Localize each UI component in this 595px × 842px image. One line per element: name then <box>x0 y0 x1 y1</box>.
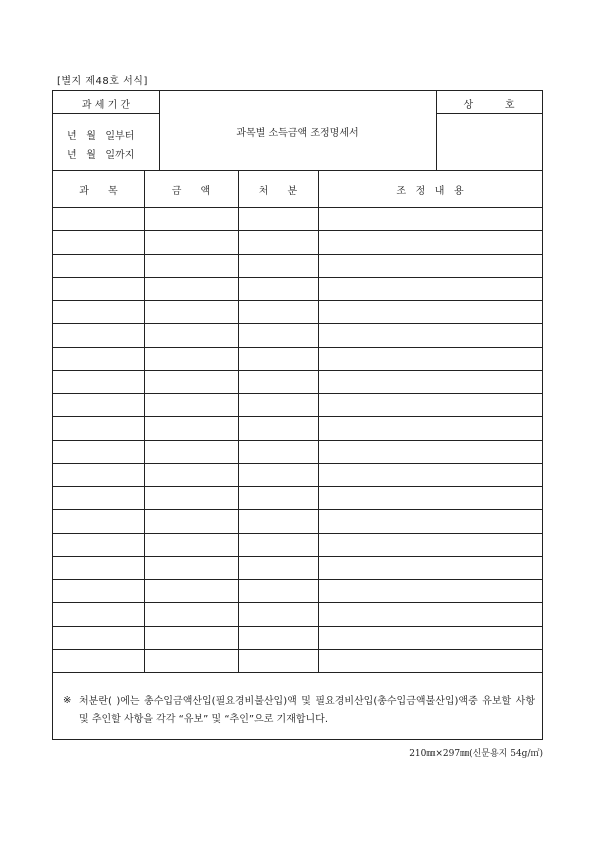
table-row <box>53 463 542 486</box>
subject-cell[interactable] <box>53 416 144 439</box>
table-row <box>53 347 542 370</box>
row-divider <box>53 463 542 464</box>
table-row <box>53 277 542 300</box>
row-divider <box>53 254 542 255</box>
amount-cell[interactable] <box>145 556 238 579</box>
amount-cell[interactable] <box>145 626 238 649</box>
adjustment-details-cell[interactable] <box>319 393 542 416</box>
adjustment-details-cell[interactable] <box>319 254 542 277</box>
amount-cell[interactable] <box>145 533 238 556</box>
subject-cell[interactable] <box>53 347 144 370</box>
amount-cell[interactable] <box>145 277 238 300</box>
amount-cell[interactable] <box>145 207 238 230</box>
disposition-cell[interactable] <box>239 486 318 509</box>
adjustment-details-cell[interactable] <box>319 416 542 439</box>
column-header-disposition: 처 분 <box>258 186 298 197</box>
table-row <box>53 579 542 602</box>
table-row <box>53 370 542 393</box>
subject-cell[interactable] <box>53 440 144 463</box>
adjustment-details-cell[interactable] <box>319 300 542 323</box>
disposition-cell[interactable] <box>239 207 318 230</box>
disposition-cell[interactable] <box>239 277 318 300</box>
row-divider <box>53 556 542 557</box>
subject-cell[interactable] <box>53 556 144 579</box>
disposition-cell[interactable] <box>239 533 318 556</box>
table-row <box>53 323 542 346</box>
form-number-label: [별지 제48호 서식] <box>57 76 148 87</box>
subject-cell[interactable] <box>53 626 144 649</box>
paper-spec-footer: 210㎜×297㎜(신문용지 54g/㎡) <box>409 749 543 759</box>
row-divider <box>53 277 542 278</box>
adjustment-details-cell[interactable] <box>319 207 542 230</box>
adjustment-details-cell[interactable] <box>319 579 542 602</box>
amount-cell[interactable] <box>145 463 238 486</box>
disposition-cell[interactable] <box>239 370 318 393</box>
table-row <box>53 300 542 323</box>
subject-cell[interactable] <box>53 533 144 556</box>
row-divider <box>53 509 542 510</box>
table-row <box>53 207 542 230</box>
adjustment-details-cell[interactable] <box>319 533 542 556</box>
row-divider <box>53 370 542 371</box>
adjustment-details-cell[interactable] <box>319 556 542 579</box>
table-row <box>53 533 542 556</box>
disposition-cell[interactable] <box>239 649 318 672</box>
adjustment-details-cell[interactable] <box>319 440 542 463</box>
row-divider <box>53 486 542 487</box>
disposition-cell[interactable] <box>239 602 318 625</box>
disposition-cell[interactable] <box>239 626 318 649</box>
disposition-cell[interactable] <box>239 347 318 370</box>
amount-cell[interactable] <box>145 602 238 625</box>
disposition-cell[interactable] <box>239 440 318 463</box>
disposition-cell[interactable] <box>239 509 318 532</box>
table-row <box>53 486 542 509</box>
tax-period-label-divider <box>53 113 159 114</box>
adjustment-details-cell[interactable] <box>319 509 542 532</box>
row-divider <box>53 649 542 650</box>
adjustment-details-cell[interactable] <box>319 277 542 300</box>
disposition-cell[interactable] <box>239 254 318 277</box>
row-divider <box>53 602 542 603</box>
document-title: 과목별 소득금액 조정명세서 <box>236 128 359 139</box>
row-divider <box>53 300 542 301</box>
row-divider <box>53 347 542 348</box>
amount-cell[interactable] <box>145 230 238 253</box>
table-row <box>53 649 542 672</box>
adjustment-details-cell[interactable] <box>319 649 542 672</box>
subject-cell[interactable] <box>53 230 144 253</box>
period-to-field[interactable]: 년 월 일까지 <box>67 150 135 161</box>
table-row <box>53 440 542 463</box>
form-frame <box>52 90 543 740</box>
adjustment-details-cell[interactable] <box>319 602 542 625</box>
tax-period-label: 과 세 기 간 <box>81 100 131 111</box>
amount-cell[interactable] <box>145 254 238 277</box>
note-mark: ※ <box>63 695 72 706</box>
subject-cell[interactable] <box>53 323 144 346</box>
period-from-field[interactable]: 년 월 일부터 <box>67 131 135 142</box>
trade-name-label: 상 호 <box>463 100 515 111</box>
amount-cell[interactable] <box>145 370 238 393</box>
adjustment-details-cell[interactable] <box>319 626 542 649</box>
row-divider <box>53 440 542 441</box>
column-header-subject: 과 목 <box>79 186 118 197</box>
table-row <box>53 556 542 579</box>
adjustment-details-cell[interactable] <box>319 463 542 486</box>
disposition-cell[interactable] <box>239 579 318 602</box>
amount-cell[interactable] <box>145 649 238 672</box>
amount-cell[interactable] <box>145 486 238 509</box>
subject-cell[interactable] <box>53 509 144 532</box>
amount-cell[interactable] <box>145 393 238 416</box>
disposition-cell[interactable] <box>239 323 318 346</box>
subject-cell[interactable] <box>53 486 144 509</box>
amount-cell[interactable] <box>145 579 238 602</box>
disposition-cell[interactable] <box>239 556 318 579</box>
subject-cell[interactable] <box>53 579 144 602</box>
subject-cell[interactable] <box>53 602 144 625</box>
subject-cell[interactable] <box>53 300 144 323</box>
subject-cell[interactable] <box>53 254 144 277</box>
disposition-cell[interactable] <box>239 300 318 323</box>
disposition-cell[interactable] <box>239 463 318 486</box>
column-header-adjustment-details: 조 정 내 용 <box>396 186 464 197</box>
subject-cell[interactable] <box>53 207 144 230</box>
row-divider <box>53 626 542 627</box>
table-row <box>53 509 542 532</box>
column-header-amount: 금 액 <box>171 186 211 197</box>
header-bottom-line <box>53 170 542 171</box>
row-divider <box>53 579 542 580</box>
amount-cell[interactable] <box>145 347 238 370</box>
amount-cell[interactable] <box>145 416 238 439</box>
subject-cell[interactable] <box>53 393 144 416</box>
subject-cell[interactable] <box>53 370 144 393</box>
row-divider <box>53 533 542 534</box>
table-row <box>53 254 542 277</box>
table-row <box>53 393 542 416</box>
amount-cell[interactable] <box>145 440 238 463</box>
adjustment-details-cell[interactable] <box>319 323 542 346</box>
row-divider <box>53 393 542 394</box>
amount-cell[interactable] <box>145 509 238 532</box>
amount-cell[interactable] <box>145 300 238 323</box>
row-divider <box>53 230 542 231</box>
row-divider <box>53 416 542 417</box>
trade-name-field[interactable] <box>437 114 541 169</box>
subject-cell[interactable] <box>53 463 144 486</box>
disposition-cell[interactable] <box>239 393 318 416</box>
adjustment-details-cell[interactable] <box>319 347 542 370</box>
table-row <box>53 626 542 649</box>
subject-cell[interactable] <box>53 649 144 672</box>
adjustment-details-cell[interactable] <box>319 230 542 253</box>
table-row <box>53 416 542 439</box>
table-row <box>53 230 542 253</box>
adjustment-details-cell[interactable] <box>319 370 542 393</box>
table-bottom-line <box>53 672 542 673</box>
subject-cell[interactable] <box>53 277 144 300</box>
disposition-cell[interactable] <box>239 416 318 439</box>
table-row <box>53 602 542 625</box>
adjustment-details-cell[interactable] <box>319 486 542 509</box>
note-text: 처분란( )에는 총수입금액산입(필요경비불산입)액 및 필요경비산입(총수입금액불산입)액중 유보할 사항 및 추인할 사항을 각각 “유보” 및 “추인”으로 기재합니다. <box>79 696 535 725</box>
disposition-cell[interactable] <box>239 230 318 253</box>
amount-cell[interactable] <box>145 323 238 346</box>
row-divider <box>53 323 542 324</box>
